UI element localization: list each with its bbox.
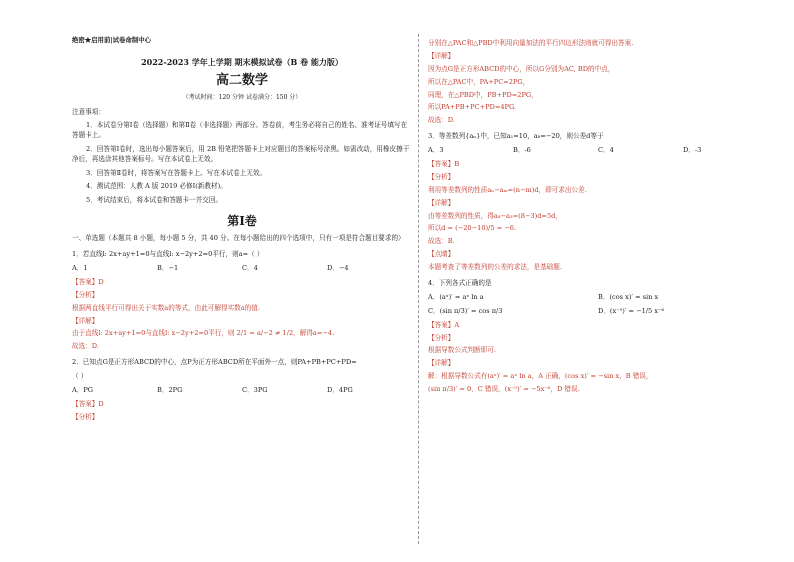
volume-title: 第Ⅰ卷 xyxy=(227,214,257,229)
notice-item-4: 4．测试范围：人教 A 版 2019 必修Ⅰ(新教材)。 xyxy=(86,182,227,191)
notice-title: 注意事项： xyxy=(72,108,105,117)
q4-option-a: A．(aˣ)′ = aˣ ln a xyxy=(428,292,484,301)
q1-stem: 1．若直线l: 2x+ay+1=0与直线l: x−2y+2=0平行，则a=（ ） xyxy=(72,250,264,259)
q1-option-c: C．4 xyxy=(242,264,258,273)
q1-detail-tag: 【详解】 xyxy=(72,316,99,325)
q4-detail-tag: 【详解】 xyxy=(428,359,455,368)
q1-analysis: 根据两直线平行可得出关于实数a的等式，由此可解得实数a的值. xyxy=(72,303,260,312)
q2-blank: （ ） xyxy=(72,372,88,381)
q2-stem: 2．已知点G是正方形ABCD的中心，点P为正方形ABCD所在平面外一点，则PA+PB+PC+PD= xyxy=(72,358,357,367)
q4-options-ab xyxy=(428,293,768,303)
q2-option-a: A．PG xyxy=(72,386,94,395)
q3-detail-tag: 【详解】 xyxy=(428,198,455,207)
left-column xyxy=(72,36,412,426)
q3-options xyxy=(428,146,768,156)
q2-option-c: C．3PG xyxy=(242,386,268,395)
q2-detail-line-2: 所以在△PAC中，PA+PC=2PG， xyxy=(428,77,530,86)
q1-analysis-tag: 【分析】 xyxy=(72,290,99,299)
q2-detail-tag: 【详解】 xyxy=(428,51,455,60)
q4-detail-line-1: 解：根据导数公式有(aˣ)′ = aˣ ln a，A 正确，(cos x)′ = −sin x，B 错误， xyxy=(428,372,653,381)
q1-option-a: A．1 xyxy=(72,264,88,273)
q4-analysis: 根据导数公式判断即可. xyxy=(428,346,497,355)
q3-detail-line-1: 由等差数列的性质，得a₈−a₃=(8−3)d=5d， xyxy=(428,211,562,220)
q2-analysis: 分别在△PAC和△PBD中利用向量加法的平行四边形法则就可得出答案. xyxy=(428,39,634,47)
q3-comment-tag: 【点睛】 xyxy=(428,250,455,259)
q2-answer: 【答案】D xyxy=(72,399,104,408)
q2-analysis-tag: 【分析】 xyxy=(72,412,99,421)
q2-detail-line-3: 同理，在△PBD中，PB+PD=2PG， xyxy=(428,90,538,99)
q1-option-d: D．−4 xyxy=(327,264,349,273)
top-secret-label: 绝密★启用前|试卷命制中心 xyxy=(72,36,152,44)
q3-option-c: C．4 xyxy=(598,146,614,155)
q3-comment: 本题考查了等差数列的公差的求法，是基础题. xyxy=(428,263,562,272)
q4-analysis-tag: 【分析】 xyxy=(428,333,455,342)
q3-option-d: D．-3 xyxy=(683,146,702,155)
notice-item-5: 5．考试结束后，将本试卷和答题卡一并交回。 xyxy=(86,196,223,205)
q3-stem: 3．等差数列{aₙ}中，已知a₁=10，a₈=−20，则公差d等于 xyxy=(428,132,604,141)
q1-answer: 【答案】D xyxy=(72,277,104,286)
q3-answer: 【答案】B xyxy=(428,160,460,169)
q2-detail-line-4: 所以PA+PB+PC+PD=4PG. xyxy=(428,103,517,112)
subject-title: 高二数学 xyxy=(215,72,268,88)
notice-item-3: 3．回答第Ⅱ卷时，将答案写在答题卡上。写在本试卷上无效。 xyxy=(86,168,267,177)
q4-option-d: D．(x⁻⁵)′ = −1/5 x⁻⁶ xyxy=(598,306,665,315)
exam-meta: （考试时间：120 分钟 试卷满分：150 分） xyxy=(182,94,302,102)
notice-item-2: 2．回答第Ⅰ卷时，选出每小题答案后，用 2B 铅笔把答题卡上对应题目的答案标号涂黑。如需改动，用橡皮擦干净后，再选涂其他答案标号。写在本试卷上无效。 xyxy=(72,144,410,163)
q3-choose: 故选：B. xyxy=(428,237,455,246)
q2-option-b: B．2PG xyxy=(157,386,183,395)
q4-answer: 【答案】A xyxy=(428,320,460,329)
q2-detail-line-1: 因为点G是正方形ABCD的中心，所以G分别为AC, BD的中点， xyxy=(428,64,615,73)
column-divider xyxy=(418,34,419,544)
q2-option-d: D．4PG xyxy=(327,386,353,395)
q1-options xyxy=(72,264,412,274)
q4-stem: 4．下列各式正确的是 xyxy=(428,279,492,288)
q1-option-b: B．−1 xyxy=(157,264,179,273)
q4-options-cd xyxy=(428,307,768,317)
q3-analysis-tag: 【分析】 xyxy=(428,172,455,181)
q2-options xyxy=(72,386,412,396)
q3-analysis: 利用等差数列的性质aₙ−aₘ=(n−m)d，即可求出公差. xyxy=(428,185,587,194)
part-intro: 一、单选题（本题共 8 小题，每小题 5 分，共 40 分。在每小题给出的四个选项中，只有一项是符合题目要求的） xyxy=(72,234,405,243)
right-column xyxy=(428,36,768,398)
q3-detail-line-2: 所以d = (−20−10)/5 = −6. xyxy=(428,224,517,233)
q3-option-a: A．3 xyxy=(428,146,444,155)
q3-option-b: B．-6 xyxy=(513,146,531,155)
notice-item-1: 1．本试卷分第Ⅰ卷（选择题）和第Ⅱ卷（非选择题）两部分。答卷前，考生务必将自己的姓名、准考证号填写在答题卡上。 xyxy=(72,121,408,139)
exam-title: 2022-2023 学年上学期 期末模拟试卷（B 卷 能力版） xyxy=(141,56,343,67)
q2-choose: 故选：D. xyxy=(428,116,455,125)
q4-option-b: B．(cos x)′ = sin x xyxy=(598,292,659,301)
q1-detail: 由于直线l: 2x+ay+1=0与直线l: x−2y+2=0平行，则 2/1 = a/−2 ≠ 1/2，解得a=−4. xyxy=(72,329,335,338)
q4-detail-line-2: (sin π/3)′ = 0，C 错误，(x⁻⁵)′ = −5x⁻⁶，D 错误. xyxy=(428,385,580,394)
q1-choose: 故选：D. xyxy=(72,342,99,351)
q4-option-c: C．(sin π/3)′ = cos π/3 xyxy=(428,306,503,315)
